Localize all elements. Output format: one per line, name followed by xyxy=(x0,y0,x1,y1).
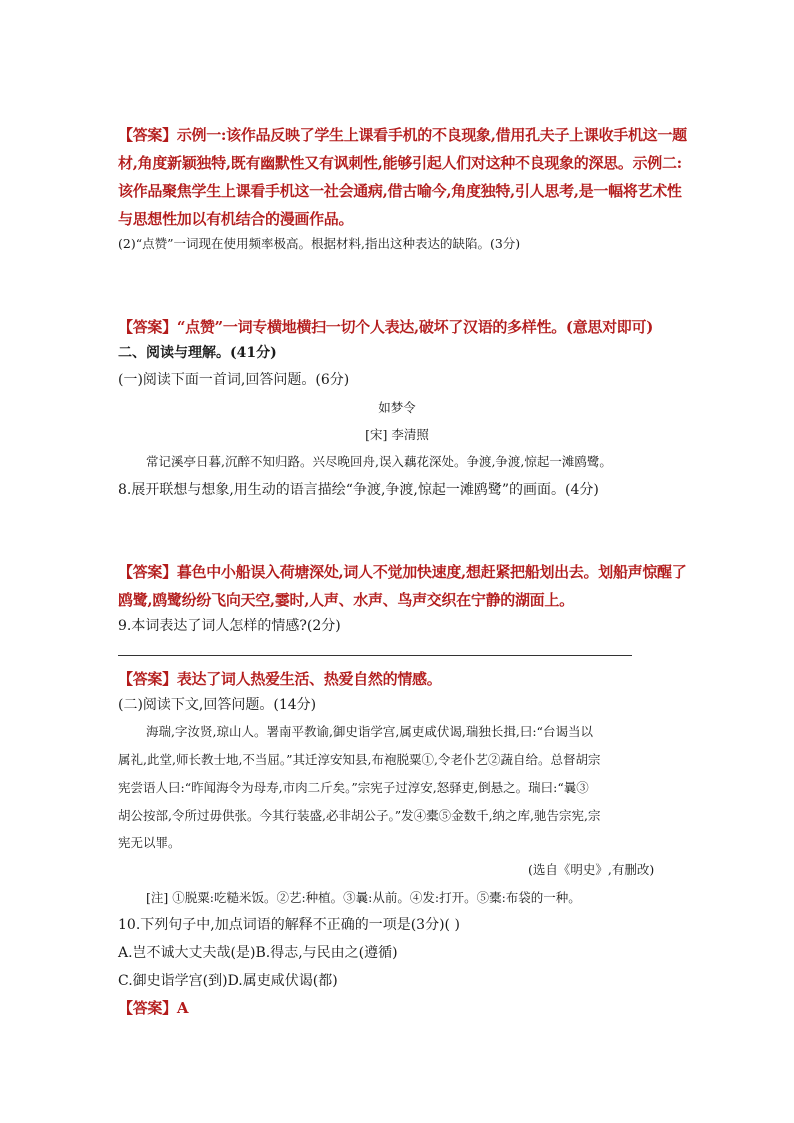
subsection-2-heading: (二)阅读下文,回答问题。(14分) xyxy=(118,697,317,713)
answer-text: 暮色中小船误入荷塘深处,词人不觉加快速度,想赶紧把船划出去。划船声惊醒了 xyxy=(176,563,687,581)
passage-line-2: 属礼,此堂,师长教士地,不当屈。”其迁淳安知县,布袍脱粟①,令老仆艺②蔬自给。总督胡宗 xyxy=(118,752,601,767)
answer-1-line-2: 材,角度新颖独特,既有幽默性又有讽刺性,能够引起人们对这种不良现象的深思。示例二: xyxy=(118,154,682,172)
subsection-1-heading: (一)阅读下面一首词,回答问题。(6分) xyxy=(118,372,350,388)
answer-text: A xyxy=(176,999,189,1017)
answer-tag: 【答案】 xyxy=(118,999,177,1017)
answer-8-line-1 xyxy=(118,561,686,582)
question-8: 8.展开联想与想象,用生动的语言描绘“争渡,争渡,惊起一滩鸥鹭”的画面。(4分) xyxy=(118,482,599,498)
answer-9 xyxy=(118,668,441,689)
poem-body: 常记溪亭日暮,沉醉不知归路。兴尽晚回舟,误入藕花深处。争渡,争渡,惊起一滩鸥鹭。 xyxy=(146,454,612,469)
answer-text: 示例一:该作品反映了学生上课看手机的不良现象,借用孔夫子上课收手机这一题 xyxy=(176,126,687,144)
options-a-b: A.岂不诚大丈夫哉(是)B.得志,与民由之(遵循) xyxy=(118,945,398,961)
answer-1-line-3: 该作品聚焦学生上课看手机这一社会通病,借古喻今,角度独特,引人思考,是一幅将艺术性 xyxy=(118,182,682,200)
passage-notes: [注] ①脱粟:吃糙米饭。②艺:种植。③曩:从前。④发:打开。⑤橐:布袋的一种。 xyxy=(146,890,581,905)
answer-10 xyxy=(118,997,188,1018)
answer-8-line-2: 鸥鹭,鸥鹭纷纷飞向天空,霎时,人声、水声、鸟声交织在宁静的湖面上。 xyxy=(118,591,574,609)
answer-text: 表达了词人热爱生活、热爱自然的情感。 xyxy=(176,670,442,688)
answer-1-line-1 xyxy=(118,124,687,145)
passage-line-1: 海瑞,字汝贤,琼山人。署南平教谕,御史诣学宫,属吏咸伏谒,瑞独长揖,曰:“台谒当以 xyxy=(146,724,593,739)
options-c-d: C.御史诣学宫(到)D.属吏咸伏谒(都) xyxy=(118,973,338,989)
answer-tag: 【答案】 xyxy=(118,126,177,144)
answer-tag: 【答案】 xyxy=(118,318,177,336)
section-heading: 二、阅读与理解。(41分) xyxy=(118,345,277,361)
answer-2 xyxy=(118,316,653,337)
question-2: (2)“点赞”一词现在使用频率极高。根据材料,指出这种表达的缺陷。(3分) xyxy=(118,236,521,251)
answer-tag: 【答案】 xyxy=(118,670,177,688)
poem-author: [宋] 李清照 xyxy=(365,427,429,442)
passage-line-5: 宪无以罪。 xyxy=(118,835,181,850)
poem-title: 如梦令 xyxy=(378,400,416,415)
question-9: 9.本词表达了词人怎样的情感?(2分) xyxy=(118,618,341,634)
answer-blank-line xyxy=(118,655,632,656)
answer-1-line-4: 与思想性加以有机结合的漫画作品。 xyxy=(118,210,354,228)
passage-source: (选自《明史》,有删改) xyxy=(528,862,655,877)
passage-line-4: 胡公按部,令所过毋供张。今其行装盛,必非胡公子。”发④橐⑤金数千,纳之库,驰告宗宪,宗 xyxy=(118,808,601,823)
answer-tag: 【答案】 xyxy=(118,563,177,581)
question-10: 10.下列句子中,加点词语的解释不正确的一项是(3分)( ) xyxy=(118,917,460,933)
passage-line-3: 宪尝语人曰:“昨闻海令为母寿,市肉二斤矣。”宗宪子过淳安,怒驿吏,倒悬之。瑞曰:“曩③ xyxy=(118,780,589,795)
answer-text: “点赞”一词专横地横扫一切个人表达,破坏了汉语的多样性。(意思对即可) xyxy=(176,318,653,336)
